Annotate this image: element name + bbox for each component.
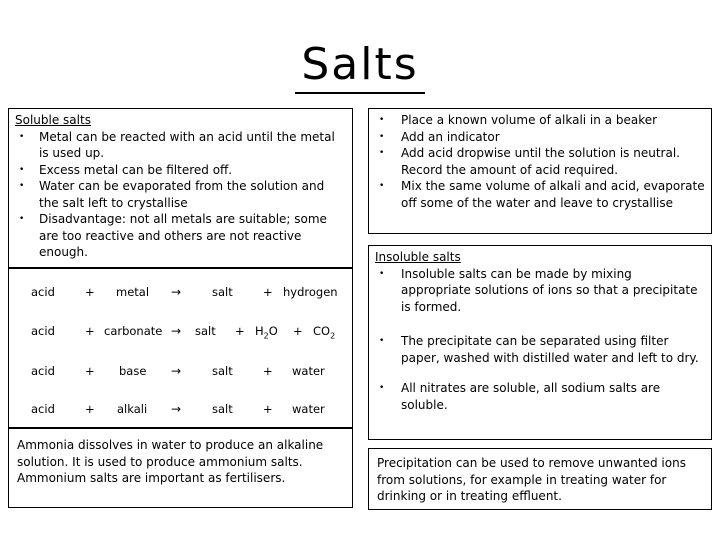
insoluble-bullet: • All nitrates are soluble, all sodium salts are soluble. bbox=[375, 380, 705, 413]
method-step: • Add acid dropwise until the solution is neutral. Record the amount of acid required. bbox=[375, 145, 705, 178]
ammonia-text: Ammonia dissolves in water to produce an alkaline solution. It is used to produce ammonium salts. Ammonium salts are important as fertilisers. bbox=[17, 438, 324, 485]
eq-product: water bbox=[292, 402, 325, 416]
plus-sign: + bbox=[263, 285, 273, 299]
soluble-salts-header: Soluble salts bbox=[15, 113, 91, 127]
insoluble-salts-header: Insoluble salts bbox=[375, 250, 461, 264]
method-step: • Mix the same volume of alkali and acid, evaporate off some of the water and leave to crystallise bbox=[375, 178, 705, 211]
eq-product: salt bbox=[212, 285, 233, 299]
eq-reactant: metal bbox=[116, 285, 150, 299]
equations-box bbox=[8, 268, 353, 428]
eq-product: salt bbox=[212, 402, 233, 416]
method-step: • Place a known volume of alkali in a beaker bbox=[375, 112, 705, 129]
soluble-bullet: • Disadvantage: not all metals are suitable; some are too reactive and others are not reactive enough. bbox=[15, 211, 346, 261]
plus-sign: + bbox=[235, 324, 245, 338]
plus-sign: + bbox=[85, 402, 95, 416]
eq-product: salt bbox=[195, 324, 216, 338]
plus-sign: + bbox=[263, 402, 273, 416]
page-title: Salts bbox=[0, 38, 720, 94]
eq-product: hydrogen bbox=[283, 285, 338, 299]
plus-sign: + bbox=[263, 364, 273, 378]
plus-sign: + bbox=[85, 285, 95, 299]
insoluble-bullet: • The precipitate can be separated using filter paper, washed with distilled water and left to dry. bbox=[375, 333, 705, 366]
arrow-icon: → bbox=[171, 324, 182, 338]
insoluble-bullet: • Insoluble salts can be made by mixing appropriate solutions of ions so that a precipitate is formed. bbox=[375, 266, 705, 316]
eq-reactant: acid bbox=[31, 402, 55, 416]
soluble-salts-box bbox=[8, 108, 353, 268]
soluble-bullet: • Excess metal can be filtered off. bbox=[15, 162, 346, 179]
soluble-bullet: • Water can be evaporated from the solution and the salt left to crystallise bbox=[15, 178, 346, 211]
soluble-bullet: • Metal can be reacted with an acid until the metal is used up. bbox=[15, 129, 346, 162]
eq-reactant: carbonate bbox=[104, 324, 163, 338]
ammonia-box bbox=[8, 428, 353, 508]
eq-reactant: acid bbox=[31, 324, 55, 338]
water-formula: $H_2O$ bbox=[255, 324, 278, 341]
method-step: • Add an indicator bbox=[375, 129, 705, 146]
co2-formula: $CO_2$ bbox=[313, 324, 336, 341]
arrow-icon: → bbox=[171, 402, 182, 416]
plus-sign: + bbox=[85, 364, 95, 378]
insoluble-salts-box bbox=[368, 245, 712, 440]
arrow-icon: → bbox=[171, 285, 182, 299]
eq-reactant: acid bbox=[31, 285, 55, 299]
eq-product: salt bbox=[212, 364, 233, 378]
precipitation-box bbox=[368, 448, 712, 510]
arrow-icon: → bbox=[171, 364, 182, 378]
eq-reactant: acid bbox=[31, 364, 55, 378]
plus-sign: + bbox=[85, 324, 95, 338]
plus-sign: + bbox=[293, 324, 303, 338]
method-box bbox=[368, 108, 712, 234]
eq-reactant: alkali bbox=[117, 402, 148, 416]
precipitation-text: Precipitation can be used to remove unwanted ions from solutions, for example in treating water for drinking or in treating effluent. bbox=[377, 456, 686, 503]
eq-product: water bbox=[292, 364, 325, 378]
eq-reactant: base bbox=[119, 364, 147, 378]
